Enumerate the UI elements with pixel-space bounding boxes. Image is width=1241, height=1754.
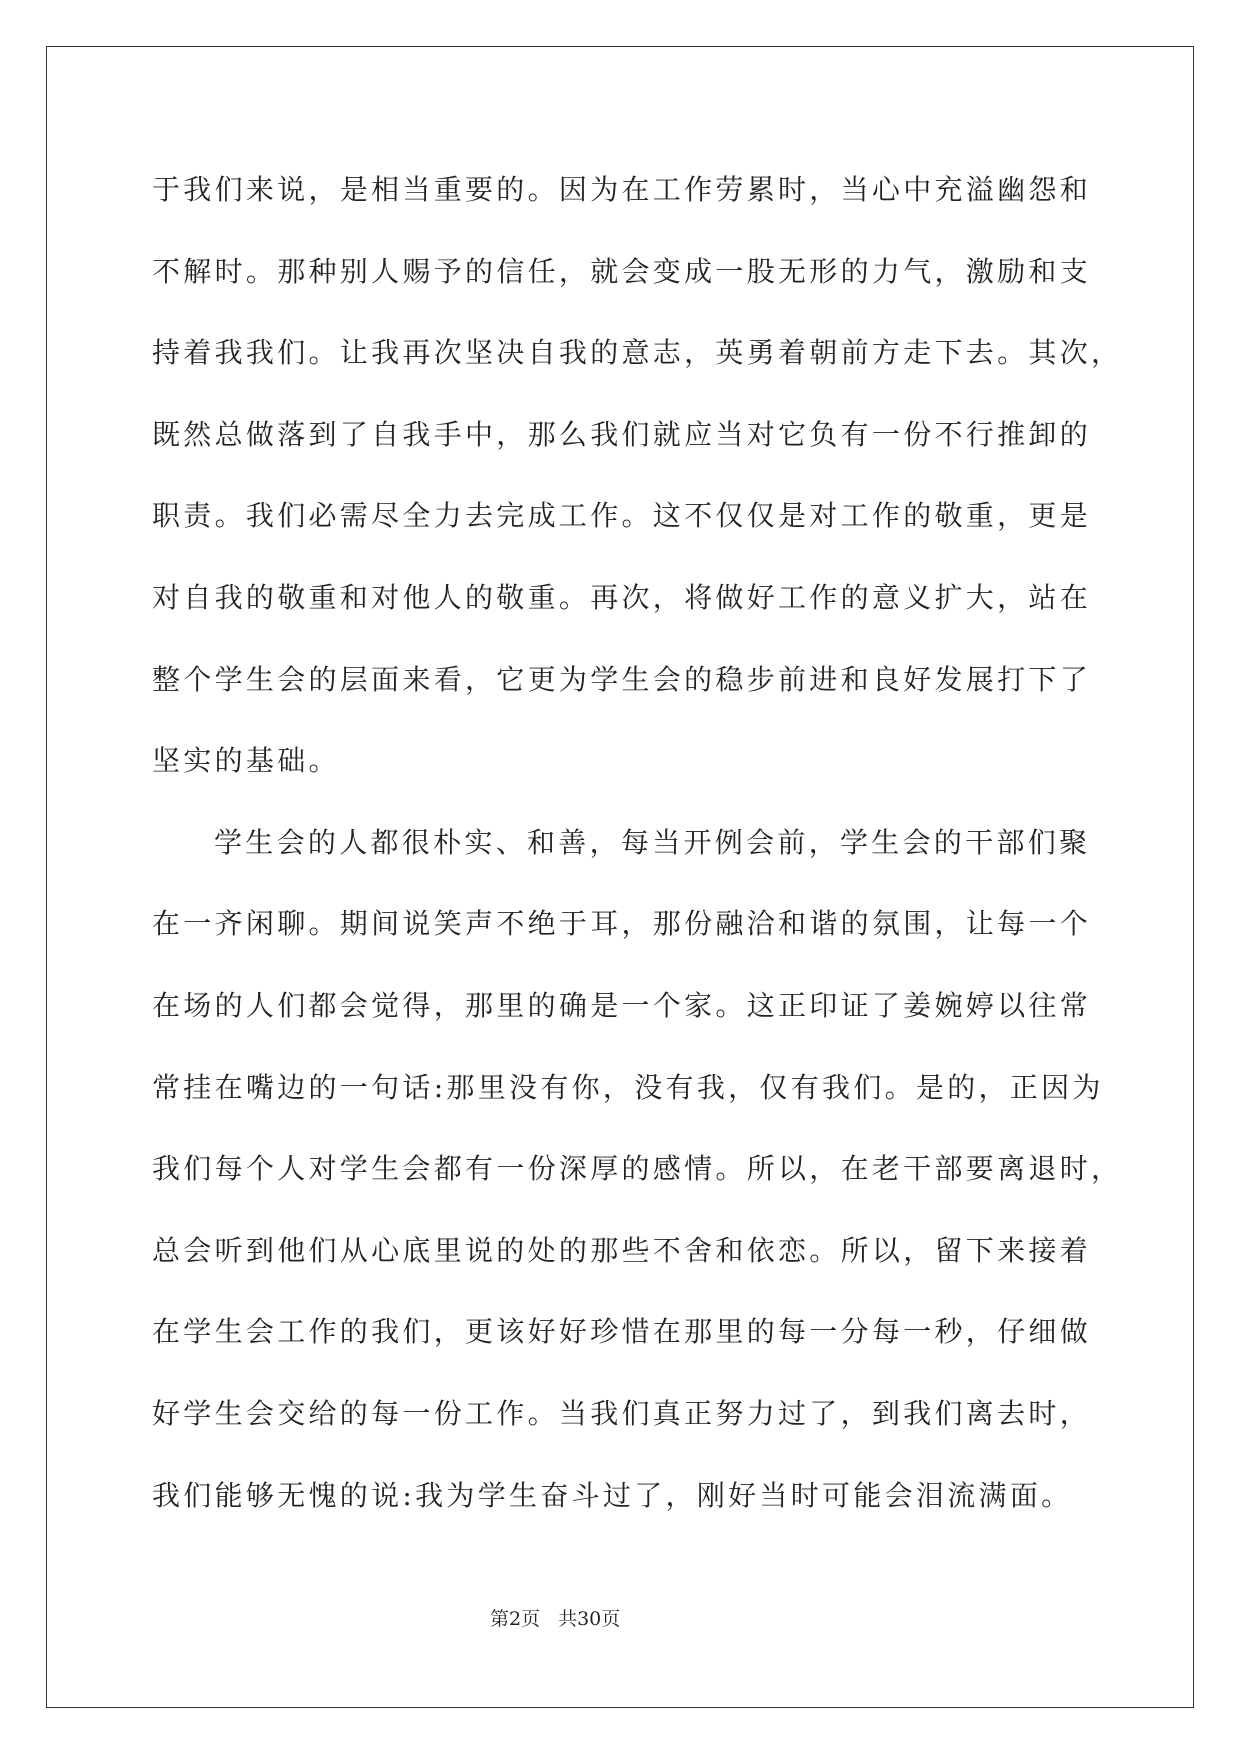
text-line: 不解时。那种别人赐予的信任，就会变成一股无形的力气，激励和支	[152, 254, 1092, 288]
text-line: 在学生会工作的我们，更该好好珍惜在那里的每一分每一秒，仔细做	[152, 1315, 1092, 1349]
text-line: 既然总做落到了自我手中，那么我们就应当对它负有一份不行推卸的	[152, 417, 1092, 451]
text-line: 总会听到他们从心底里说的处的那些不舍和依恋。所以，留下来接着	[152, 1233, 1092, 1267]
text-line: 职责。我们必需尽全力去完成工作。这不仅仅是对工作的敬重，更是	[152, 499, 1092, 533]
text-line: 我们能够无愧的说:我为学生奋斗过了，刚好当时可能会泪流满面。	[152, 1478, 1073, 1512]
text-line: 于我们来说，是相当重要的。因为在工作劳累时，当心中充溢幽怨和	[152, 173, 1092, 206]
paragraph-1	[152, 149, 1152, 802]
text-line: 我们每个人对学生会都有一份深厚的感情。所以，在老干部要离退时，	[152, 1152, 1123, 1186]
page-footer	[490, 1606, 620, 1632]
text-line: 常挂在嘴边的一句话:那里没有你，没有我，仅有我们。是的，正因为	[152, 1070, 1104, 1104]
text-line: 在一齐闲聊。期间说笑声不绝于耳，那份融洽和谐的氛围，让每一个	[152, 907, 1092, 941]
text-line: 整个学生会的层面来看，它更为学生会的稳步前进和良好发展打下了	[152, 662, 1092, 696]
text-line: 在场的人们都会觉得，那里的确是一个家。这正印证了姜婉婷以往常	[152, 988, 1092, 1022]
text-line: 好学生会交给的每一份工作。当我们真正努力过了，到我们离去时，	[152, 1396, 1092, 1430]
text-line: 持着我我们。让我再次坚决自我的意志，英勇着朝前方走下去。其次，	[152, 336, 1123, 370]
text-line: 学生会的人都很朴实、和善，每当开例会前，学生会的干部们聚	[214, 825, 1091, 859]
text-line: 坚实的基础。	[152, 744, 340, 778]
document-body	[152, 149, 1152, 1536]
page-number: 第2页	[490, 1608, 541, 1630]
paragraph-2	[152, 802, 1152, 1536]
total-pages: 共30页	[558, 1608, 621, 1630]
text-line: 对自我的敬重和对他人的敬重。再次，将做好工作的意义扩大，站在	[152, 580, 1092, 614]
